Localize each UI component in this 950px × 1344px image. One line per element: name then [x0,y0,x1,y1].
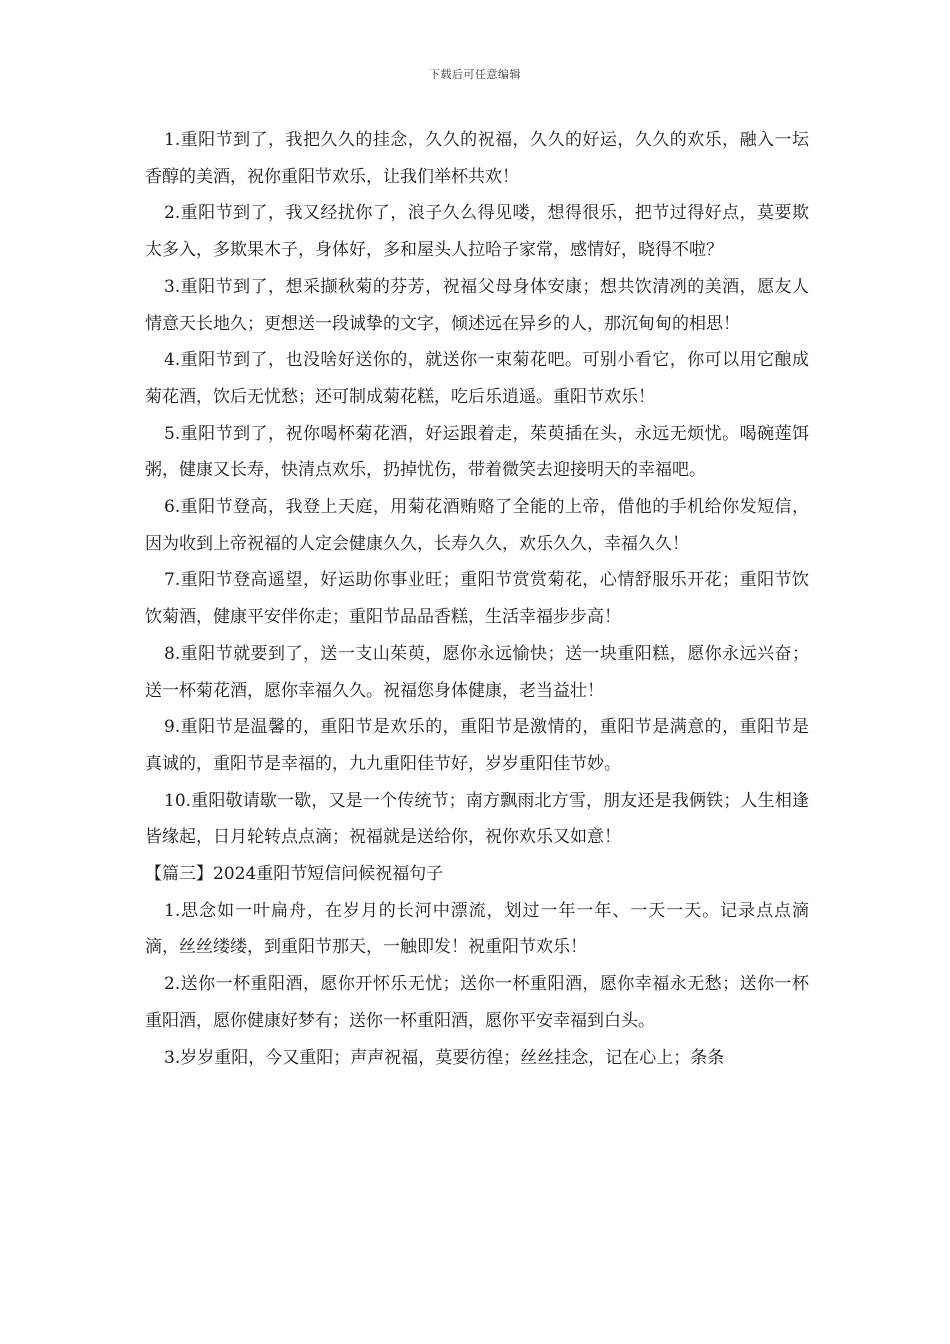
paragraph-4: 4.重阳节到了，也没啥好送你的，就送你一束菊花吧。可别小看它，你可以用它酿成菊花酒，饮后无忧愁；还可制成菊花糕，吃后乐逍遥。重阳节欢乐！ [145,350,809,407]
section-paragraph-1: 1.思念如一叶扁舟，在岁月的长河中漂流，划过一年一年、一天一天。记录点点滴滴，丝丝缕缕，到重阳节那天，一触即发！祝重阳节欢乐！ [145,900,809,958]
page-header: 下载后可任意编辑 [429,68,521,81]
paragraph-6: 6.重阳节登高，我登上天庭，用菊花酒贿赂了全能的上帝，借他的手机给你发短信，因为收到上帝祝福的人定会健康久久，长寿久久，欢乐久久，幸福久久！ [145,497,809,554]
paragraph-3: 3.重阳节到了，想采撷秋菊的芬芳，祝福父母身体安康；想共饮清冽的美酒，愿友人情意天长地久；更想送一段诚挚的文字，倾述远在异乡的人，那沉甸甸的相思！ [145,276,809,334]
paragraph-7: 7.重阳节登高遥望，好运助你事业旺；重阳节赏赏菊花，心情舒服乐开花；重阳节饮饮菊酒，健康平安伴你走；重阳节品品香糕，生活幸福步步高！ [145,570,809,628]
paragraph-8: 8.重阳节就要到了，送一支山茱萸，愿你永远愉快；送一块重阳糕，愿你永远兴奋；送一杯菊花酒，愿你幸福久久。祝福您身体健康，老当益壮！ [145,643,809,701]
section-paragraph-3: 3.岁岁重阳，今又重阳；声声祝福，莫要彷徨；丝丝挂念，记在心上；条条 [164,1047,725,1068]
section-heading: 【篇三】2024重阳节短信问候祝福句子 [145,864,444,885]
paragraph-10: 10.重阳敬请歇一歇，又是一个传统节；南方飘雨北方雪，朋友还是我俩铁；人生相逢皆缘起，日月轮转点点滴；祝福就是送给你，祝你欢乐又如意！ [145,790,809,848]
paragraph-2: 2.重阳节到了，我又经扰你了，浪子久么得见喽，想得很乐，把节过得好点，莫要欺太多入，多欺果木子，身体好，多和屋头人拉哈子家常，感情好，晓得不啦？ [145,203,809,261]
document-body [145,122,809,1076]
paragraph-5: 5.重阳节到了，祝你喝杯菊花酒，好运跟着走，茱萸插在头，永远无烦忧。喝碗莲饵粥，健康又长寿，快清点欢乐，扔掉忧伤，带着微笑去迎接明天的幸福吧。 [145,423,809,481]
section-paragraph-2: 2.送你一杯重阳酒，愿你开怀乐无忧；送你一杯重阳酒，愿你幸福永无愁；送你一杯重阳酒，愿你健康好梦有；送你一杯重阳酒，愿你平安幸福到白头。 [145,974,809,1031]
paragraph-1: 1.重阳节到了，我把久久的挂念，久久的祝福，久久的好运，久久的欢乐，融入一坛香醇的美酒，祝你重阳节欢乐，让我们举杯共欢！ [145,130,809,187]
paragraph-9: 9.重阳节是温馨的，重阳节是欢乐的，重阳节是激情的，重阳节是满意的，重阳节是真诚的，重阳节是幸福的，九九重阳佳节好，岁岁重阳佳节妙。 [145,717,809,774]
